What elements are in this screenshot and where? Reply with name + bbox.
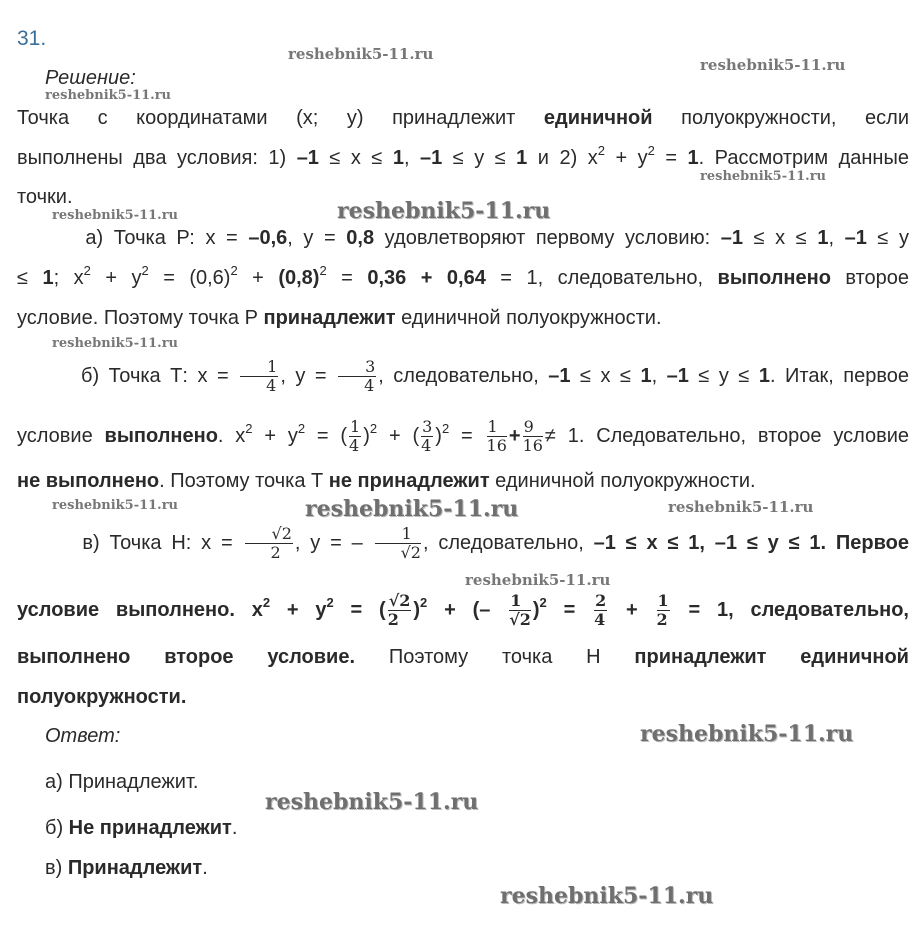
fraction: [523, 418, 543, 455]
text: в): [45, 857, 68, 879]
bold-text: полуокружности.: [17, 686, 187, 708]
text-line: [17, 469, 909, 493]
fraction: [240, 358, 278, 395]
denominator: 4: [266, 376, 277, 395]
text: =: [326, 267, 368, 289]
bold-text: 1: [42, 267, 54, 289]
watermark: reshebnik5-11.ru: [52, 208, 179, 223]
watermark: reshebnik5-11.ru: [52, 498, 179, 513]
numerator: 1: [487, 418, 507, 437]
superscript: 2: [245, 420, 253, 436]
numerator: √2: [245, 525, 293, 544]
bold-text: Принадлежит: [67, 857, 203, 879]
bold-text: Не принадлежит: [68, 817, 232, 839]
superscript: 2: [83, 263, 91, 278]
denominator: 16: [486, 436, 507, 455]
text-line: [45, 770, 922, 794]
watermark: reshebnik5-11.ru: [700, 169, 827, 184]
denominator: 16: [522, 436, 543, 455]
superscript: 2: [326, 594, 334, 610]
text-line: [17, 645, 909, 669]
text: а) Точка Р: x =: [43, 227, 249, 249]
text: ≠ 1. Следовательно, второе условие: [544, 424, 910, 447]
text: и 2) x: [527, 147, 598, 169]
numerator: 1: [657, 591, 669, 610]
text: в) Точка Н: x =: [43, 531, 243, 554]
bold-text: принадлежит: [263, 307, 396, 329]
text: ≤ y ≤: [688, 364, 759, 387]
text-line: [17, 358, 909, 395]
text: + (: [377, 424, 420, 447]
text: = (: [305, 424, 348, 447]
superscript: 2: [420, 594, 428, 610]
numerator: 9: [523, 418, 543, 437]
bold-text: 1: [687, 147, 699, 169]
text: + y: [252, 424, 298, 447]
denominator: 4: [421, 436, 432, 455]
text-line: [17, 226, 909, 250]
text: , следовательно,: [422, 531, 594, 554]
text: ≤: [17, 267, 43, 289]
text-line: [17, 143, 909, 170]
bold-text: выполнено второе условие.: [17, 646, 356, 668]
numerator: 3: [422, 417, 433, 436]
bold-text: =: [546, 598, 593, 621]
bold-text: выполнено: [104, 424, 218, 447]
numerator: 1: [509, 592, 531, 611]
fraction: [245, 525, 293, 562]
superscript: 2: [319, 263, 327, 278]
text: второе: [830, 267, 910, 289]
text: . Поэтому точка Т: [159, 470, 329, 492]
text: ≤ x ≤: [742, 227, 818, 249]
fraction: [375, 525, 421, 562]
watermark: reshebnik5-11.ru: [45, 88, 172, 103]
fraction: [594, 592, 607, 629]
text: ≤ y ≤: [442, 147, 517, 169]
denominator: √2: [509, 610, 531, 629]
bold-text: (0,8): [278, 267, 320, 289]
denominator: 4: [594, 610, 606, 629]
bold-text: –1: [296, 147, 319, 169]
fraction: [657, 592, 670, 629]
fraction: [487, 418, 507, 455]
fraction: [421, 418, 433, 455]
text: удовлетворяют первому условию:: [374, 227, 721, 249]
bold-text: + (–: [427, 598, 508, 621]
text: = 1, следовательно,: [485, 267, 718, 289]
watermark: reshebnik5-11.ru: [668, 498, 814, 516]
bold-text: –1: [720, 227, 743, 249]
bold-text: 0,36 + 0,64: [367, 267, 486, 289]
bold-text: 1: [392, 147, 404, 169]
text: ≤ x ≤: [318, 147, 393, 169]
bold-text: не выполнено: [17, 470, 160, 492]
superscript: 2: [141, 263, 149, 278]
text-line: [17, 685, 909, 709]
text-line: [45, 856, 922, 880]
text: ,: [828, 227, 845, 249]
text: а) Принадлежит.: [45, 771, 199, 793]
bold-text: +: [508, 424, 521, 447]
text: Точка с координатами (x; y) принадлежит: [17, 107, 544, 129]
watermark: reshebnik5-11.ru: [640, 721, 854, 747]
text-line: [45, 816, 922, 840]
text-line: [17, 525, 909, 562]
superscript: 2: [647, 143, 655, 158]
bold-text: 0,8: [346, 227, 375, 249]
numerator: 1: [350, 417, 361, 436]
watermark: reshebnik5-11.ru: [288, 45, 434, 63]
text: Ответ:: [45, 725, 121, 747]
fraction: [388, 592, 412, 629]
text: единичной полуокружности.: [395, 307, 662, 329]
text: Поэтому точка Н: [355, 646, 635, 668]
bold-text: +: [609, 598, 655, 621]
text: выполнены два условия: 1): [17, 147, 297, 169]
text-line: [17, 418, 909, 455]
bold-text: 1: [640, 364, 652, 387]
text: .: [202, 857, 208, 879]
superscript: 2: [230, 263, 238, 278]
text: ≤ x ≤: [570, 364, 641, 387]
text: , y =: [287, 227, 347, 249]
text: , y =: [280, 364, 337, 387]
bold-text: 1: [758, 364, 770, 387]
text: , y = –: [294, 531, 373, 554]
bold-text: ): [413, 598, 421, 621]
text: полуокружности, если: [652, 107, 909, 129]
bold-text: условие выполнено. x: [17, 598, 263, 621]
superscript: 2: [441, 420, 450, 436]
superscript: 2: [597, 143, 605, 158]
numerator: 1: [375, 525, 421, 544]
problem-number: 31.: [17, 27, 47, 50]
bold-text: –0,6: [248, 227, 288, 249]
numerator: 1: [240, 358, 278, 377]
denominator: √2: [400, 543, 421, 562]
text: + y: [604, 147, 648, 169]
text: . Рассмотрим данные: [698, 147, 909, 169]
text: . x: [217, 424, 246, 447]
text: ,: [403, 147, 421, 169]
text: единичной полуокружности.: [489, 470, 756, 492]
text: условие. Поэтому точка Р: [17, 307, 264, 329]
text-line: [17, 106, 909, 130]
text: ≤ y: [866, 227, 910, 249]
text-line: [17, 306, 909, 330]
superscript: 2: [369, 420, 378, 436]
bold-text: единичной: [543, 107, 653, 129]
watermark: reshebnik5-11.ru: [500, 883, 714, 909]
text-line: [17, 263, 910, 290]
bold-text: ): [532, 598, 540, 621]
text: точки.: [17, 186, 73, 208]
text: = (0,6): [148, 267, 231, 289]
text: +: [237, 267, 279, 289]
bold-text: + y: [270, 598, 327, 621]
text-line: [17, 592, 909, 629]
text: =: [449, 424, 485, 447]
fraction: [509, 592, 531, 629]
denominator: 2: [270, 543, 281, 562]
watermark: reshebnik5-11.ru: [700, 56, 846, 74]
text: б): [45, 817, 69, 839]
text: ): [435, 424, 442, 447]
watermark: reshebnik5-11.ru: [305, 496, 519, 522]
bold-text: принадлежит единичной: [634, 646, 909, 668]
fraction: [338, 358, 376, 395]
text: условие: [17, 424, 105, 447]
superscript: 2: [297, 420, 306, 436]
text: ; x: [53, 267, 84, 289]
superscript: 2: [539, 594, 547, 610]
text: Решение:: [45, 67, 136, 89]
watermark: reshebnik5-11.ru: [52, 336, 179, 351]
bold-text: = (: [333, 598, 386, 621]
text: + y: [90, 267, 142, 289]
watermark: reshebnik5-11.ru: [265, 789, 479, 815]
text: ,: [651, 364, 667, 387]
numerator: √2: [388, 591, 411, 610]
bold-text: выполнено: [717, 267, 831, 289]
fraction: [349, 418, 361, 455]
text: б) Точка Т: x =: [43, 364, 239, 387]
bold-text: –1: [420, 147, 443, 169]
watermark: reshebnik5-11.ru: [465, 571, 611, 589]
numerator: 2: [595, 591, 607, 610]
superscript: 2: [262, 594, 271, 610]
denominator: 4: [364, 376, 375, 395]
bold-text: –1: [548, 364, 571, 387]
bold-text: не принадлежит: [328, 470, 490, 492]
text: , следовательно,: [378, 364, 549, 387]
bold-text: 1: [817, 227, 829, 249]
text: =: [654, 147, 688, 169]
text: . Итак, первое: [769, 364, 909, 387]
bold-text: = 1, следовательно,: [671, 598, 909, 621]
bold-text: –1: [844, 227, 867, 249]
bold-text: 1: [516, 147, 528, 169]
bold-text: –1 ≤ x ≤ 1, –1 ≤ y ≤ 1. Первое: [593, 531, 909, 554]
text: ): [363, 424, 370, 447]
bold-text: –1: [666, 364, 689, 387]
denominator: 4: [349, 436, 360, 455]
watermark: reshebnik5-11.ru: [337, 198, 551, 224]
text: .: [231, 817, 238, 839]
numerator: 3: [338, 358, 376, 377]
denominator: 2: [387, 610, 399, 629]
denominator: 2: [656, 610, 668, 629]
